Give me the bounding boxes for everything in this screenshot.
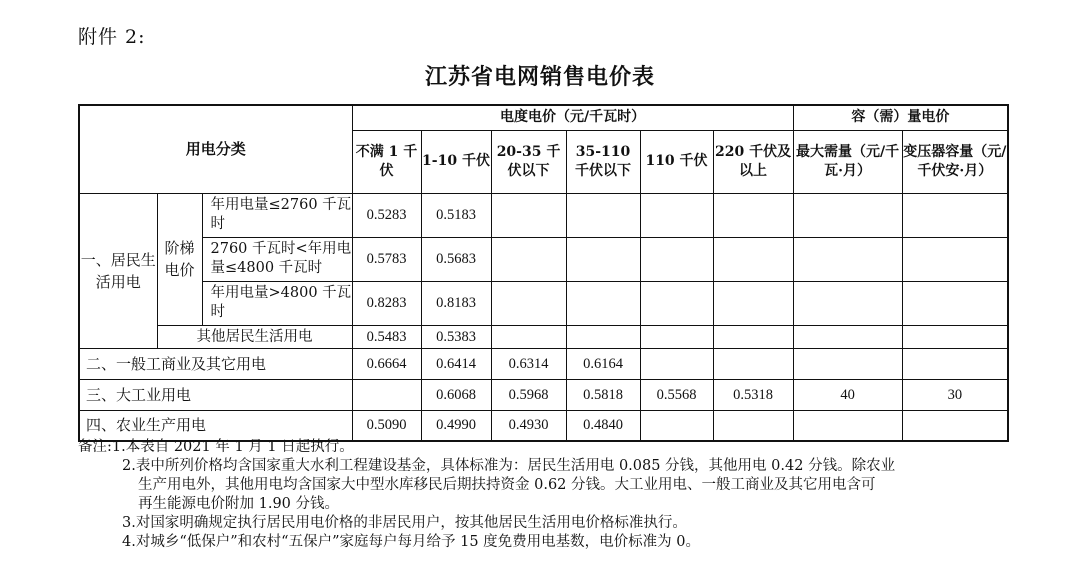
table-cell: 0.5818 [566,379,640,410]
table-cell [640,281,713,325]
table-cell: 0.8183 [421,281,491,325]
table-cell: 0.4930 [491,410,566,441]
note-2-line-3: 再生能源电价附加 1.90 分钱。 [138,496,340,512]
table-row [79,237,1008,281]
table-cell: 0.4840 [566,410,640,441]
table-cell: 30 [902,379,1008,410]
note-4: 4.对城乡“低保户”和农村“五保户”家庭每户每月给予 15 度免费用电基数，电价标准为 0。 [122,534,700,550]
row-name: 三、大工业用电 [79,379,352,410]
other-residential-name: 其他居民生活用电 [157,325,352,348]
header-voltage-col: 220 千伏及以上 [713,130,793,193]
table-cell: 0.5968 [491,379,566,410]
table-cell: 0.5568 [640,379,713,410]
header-voltage-col: 110 千伏 [640,130,713,193]
table-cell [640,193,713,237]
header-capacity-price: 容（需）量电价 [793,105,1008,130]
note-2-line-1: 2.表中所列价格均含国家重大水利工程建设基金，具体标准为：居民生活用电 0.085 分钱，其他用电 0.42 分钱。除农业 [122,458,896,474]
table-cell: 0.6664 [352,348,421,379]
table-cell: 0.5783 [352,237,421,281]
table-row [79,379,1008,410]
table-cell: 0.4990 [421,410,491,441]
table-cell [902,410,1008,441]
table-cell [713,193,793,237]
header-transformer-capacity: 变压器容量（元/千伏安·月） [902,130,1008,193]
table-cell [640,325,713,348]
table-cell [640,237,713,281]
note-3: 3.对国家明确规定执行居民用电价格的非居民用户，按其他居民生活用电价格标准执行。 [122,515,687,531]
note-2-line-2: 生产用电外，其他用电均含国家大中型水库移民后期扶持资金 0.62 分钱。大工业用电、一般工商业及其它用电含可 [138,477,876,493]
table-cell [566,193,640,237]
table-cell [793,325,902,348]
table-cell [793,193,902,237]
table-cell [902,281,1008,325]
header-category: 用电分类 [79,105,352,193]
table-cell: 0.6164 [566,348,640,379]
table-cell [902,325,1008,348]
attachment-label: 附件 2: [78,26,146,48]
table-cell [902,237,1008,281]
table-cell: 0.5090 [352,410,421,441]
table-cell: 0.6068 [421,379,491,410]
tier-name: 2760 千瓦时<年用电量≤4800 千瓦时 [202,237,352,281]
table-cell [713,281,793,325]
table-cell: 0.5318 [713,379,793,410]
table-cell [491,281,566,325]
tier-name: 年用电量≤2760 千瓦时 [202,193,352,237]
tier-price-label: 阶梯电价 [157,193,202,325]
table-cell: 0.5483 [352,325,421,348]
table-cell [793,348,902,379]
table-cell [713,237,793,281]
table-cell: 0.8283 [352,281,421,325]
table-cell [640,410,713,441]
table-cell: 0.5283 [352,193,421,237]
header-energy-price: 电度电价（元/千瓦时） [352,105,793,130]
table-cell [491,325,566,348]
table-row [79,325,1008,348]
table-cell [902,348,1008,379]
table-cell [713,325,793,348]
tier-name: 年用电量>4800 千瓦时 [202,281,352,325]
notes-label: 备注: [78,439,112,455]
table-cell: 0.5683 [421,237,491,281]
table-cell: 0.6414 [421,348,491,379]
table-row [79,348,1008,379]
row-name: 四、农业生产用电 [79,410,352,441]
header-max-demand: 最大需量（元/千瓦·月） [793,130,902,193]
table-cell [793,410,902,441]
table-cell: 40 [793,379,902,410]
table-cell [566,237,640,281]
table-cell: 0.5183 [421,193,491,237]
table-row [79,410,1008,441]
table-cell: 0.5383 [421,325,491,348]
header-voltage-col: 20-35 千伏以下 [491,130,566,193]
header-voltage-col: 1-10 千伏 [421,130,491,193]
table-cell [793,281,902,325]
notes [78,438,1038,552]
page-title: 江苏省电网销售电价表 [424,64,655,90]
table-cell [793,237,902,281]
table-cell [491,193,566,237]
table-cell [713,348,793,379]
note-1: 1.本表自 2021 年 1 月 1 日起执行。 [111,439,354,455]
table-row [79,193,1008,237]
table-cell [352,379,421,410]
header-voltage-col: 不满 1 千伏 [352,130,421,193]
table-cell: 0.6314 [491,348,566,379]
table-cell [902,193,1008,237]
header-voltage-col: 35-110 千伏以下 [566,130,640,193]
table-row [79,281,1008,325]
row-name: 二、一般工商业及其它用电 [79,348,352,379]
table-cell [491,237,566,281]
table-cell [713,410,793,441]
table-cell [566,325,640,348]
residential-label: 一、居民生活用电 [79,193,157,348]
table-cell [566,281,640,325]
table-cell [640,348,713,379]
price-table [78,104,1009,442]
